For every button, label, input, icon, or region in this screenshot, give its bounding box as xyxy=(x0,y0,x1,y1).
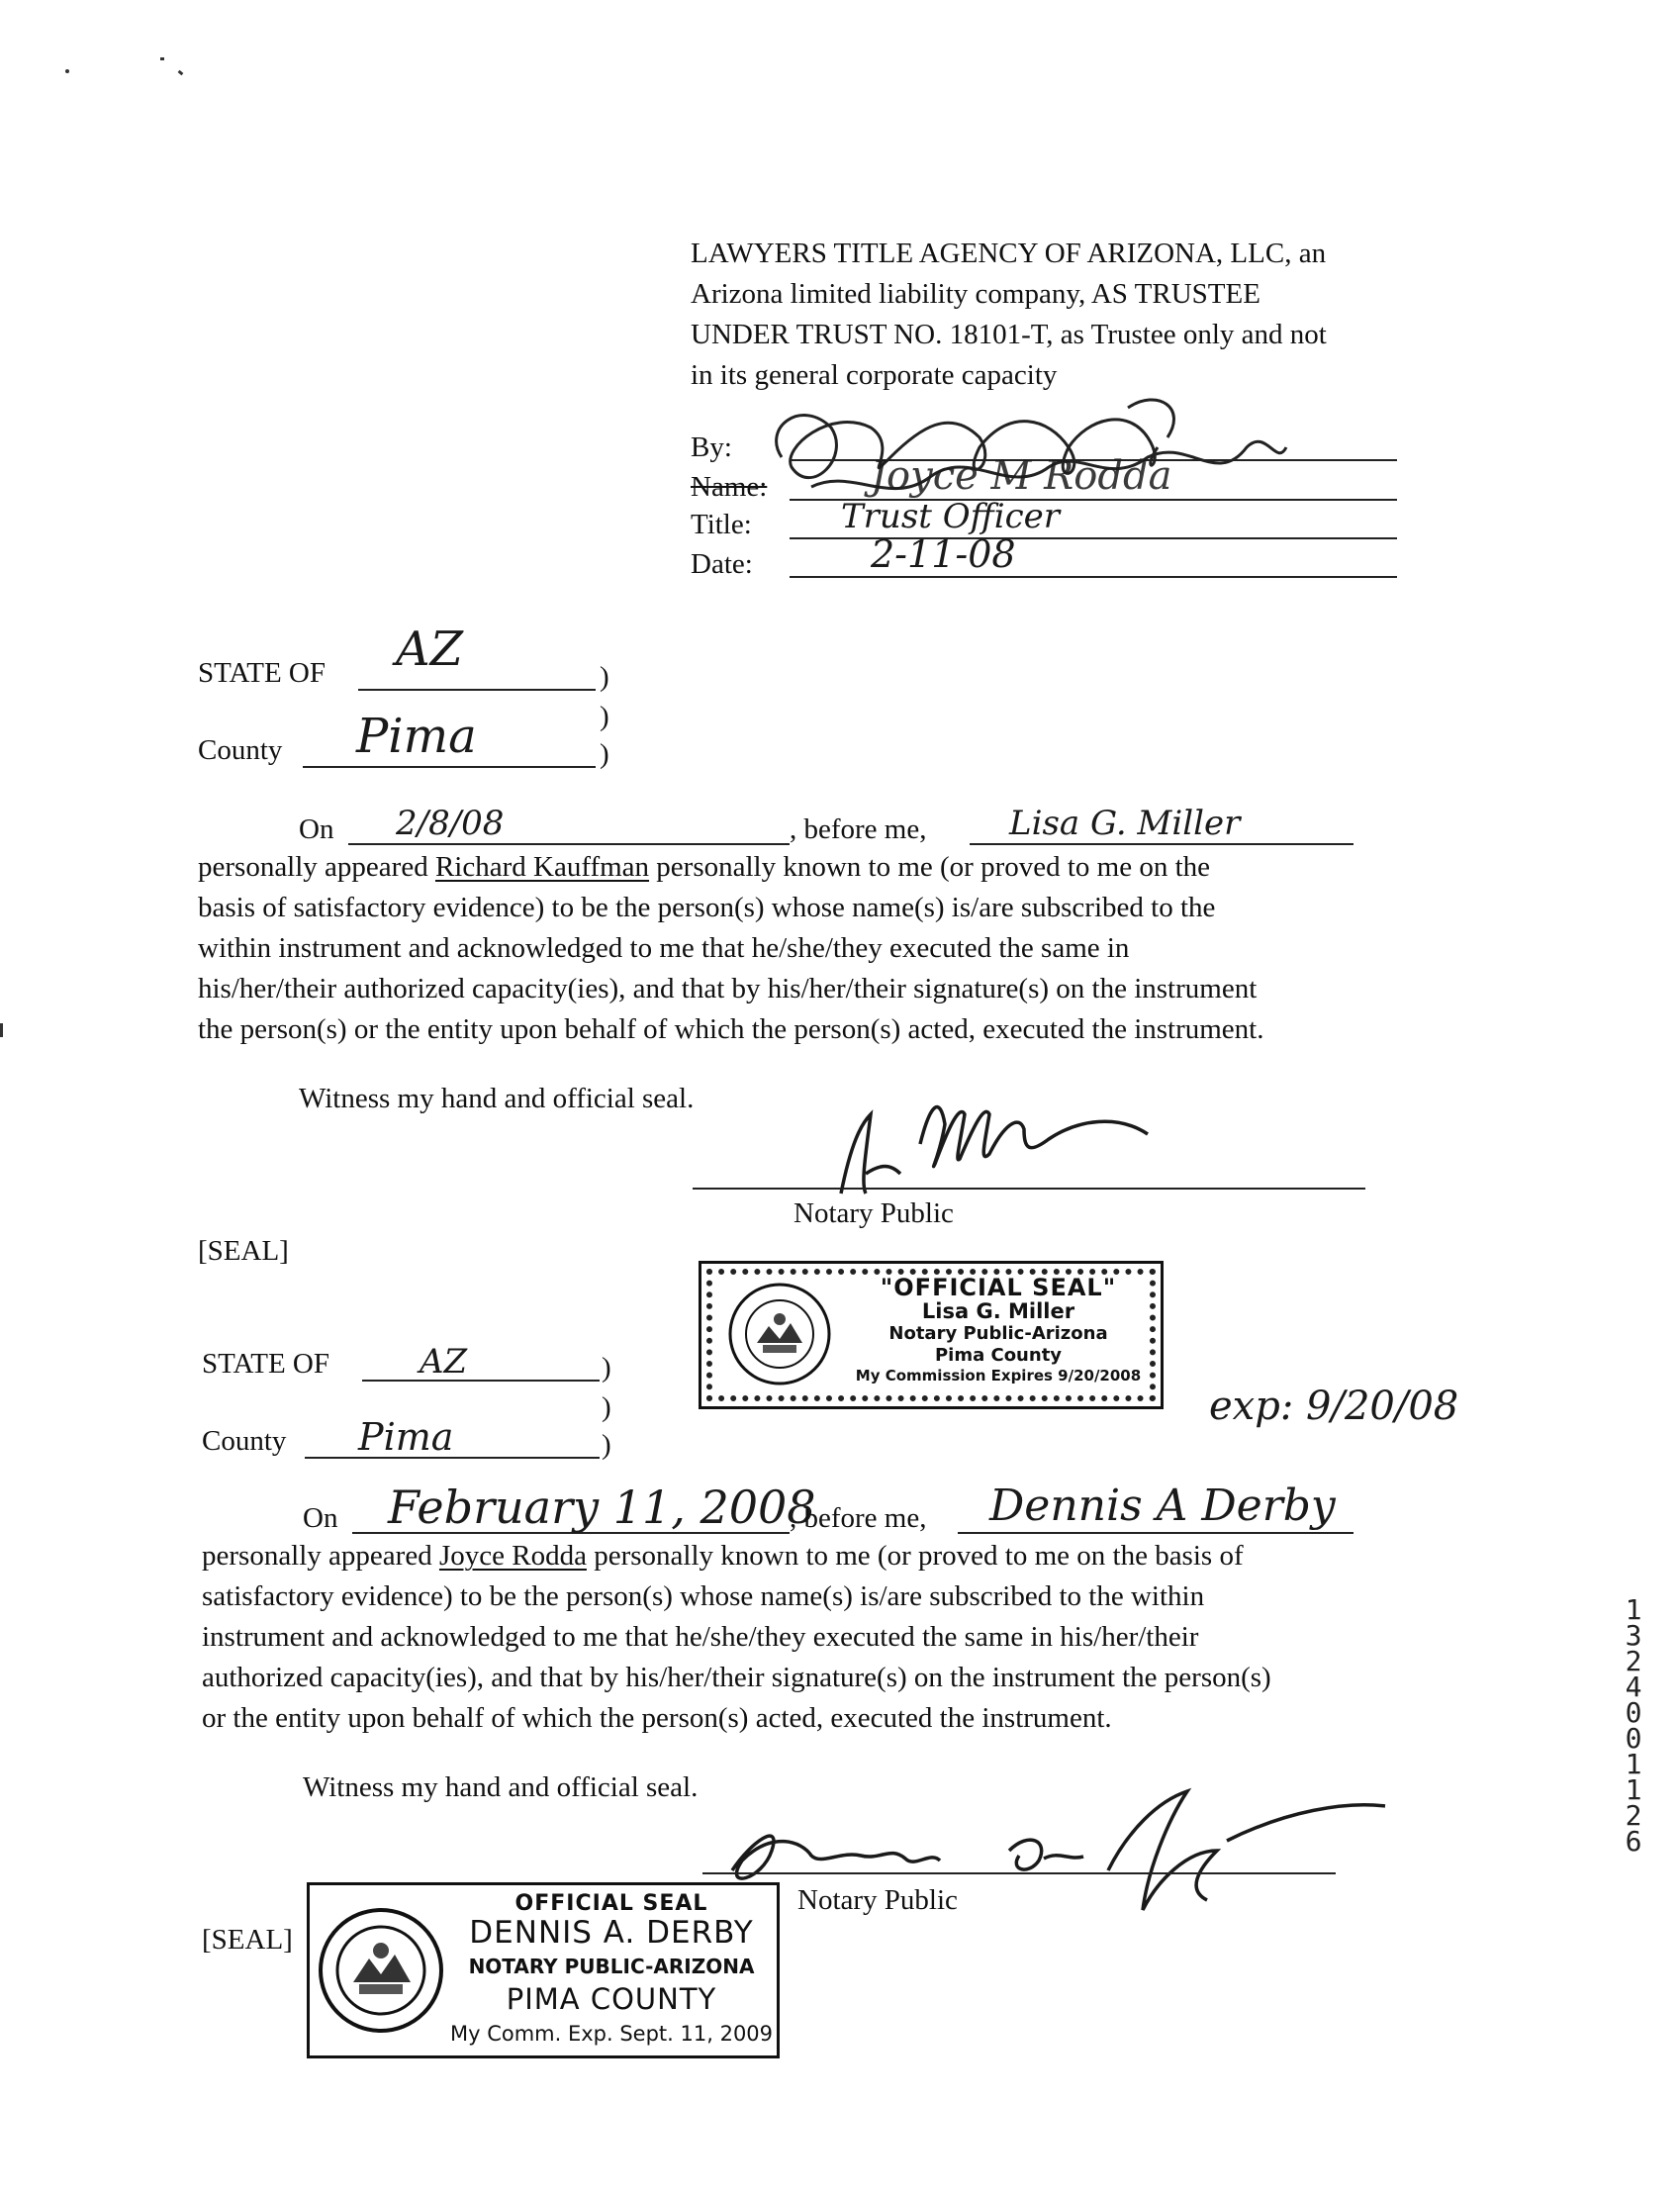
ack2-seal-line1: OFFICIAL SEAL xyxy=(514,1891,708,1916)
trustee-date-handwritten: 2-11-08 xyxy=(871,532,1016,576)
ack1-notary-sig-line xyxy=(693,1188,1365,1190)
ack1-body-line: basis of satisfactory evidence) to be the person(s) whose name(s) is/are subscribed to the xyxy=(198,892,1216,923)
trustee-line: Arizona limited liability company, AS TRUSTEE xyxy=(691,278,1260,310)
ack2-date-value: February 11, 2008 xyxy=(388,1481,816,1534)
ack2-seal-line5: My Comm. Exp. Sept. 11, 2009 xyxy=(449,2022,774,2046)
ack1-date-value: 2/8/08 xyxy=(396,804,505,843)
ack1-paren: ) xyxy=(600,661,609,693)
ack2-before-me: , before me, xyxy=(790,1502,927,1534)
scan-speck xyxy=(65,69,69,73)
ack2-body-line xyxy=(202,1536,1271,1576)
ack2-state-value: AZ xyxy=(420,1342,468,1382)
ack1-before-me: , before me, xyxy=(790,813,927,845)
margin-mark xyxy=(0,1023,3,1037)
ack2-seal-line3: NOTARY PUBLIC-ARIZONA xyxy=(468,1955,755,1978)
ack1-state-label: STATE OF xyxy=(198,657,326,689)
trustee-name-handwritten: Joyce M Rodda xyxy=(871,453,1172,499)
arizona-state-seal-icon xyxy=(318,1907,444,2034)
ack1-seal-line4: Pima County xyxy=(934,1345,1063,1366)
ack1-seal-label: [SEAL] xyxy=(198,1235,289,1267)
trustee-line: LAWYERS TITLE AGENCY OF ARIZONA, LLC, an xyxy=(691,238,1327,269)
ack2-notary-line xyxy=(958,1532,1353,1534)
ack2-person: Joyce Rodda xyxy=(438,1540,587,1572)
ack2-seal-line2: DENNIS A. DERBY xyxy=(469,1915,754,1951)
arizona-state-seal-icon xyxy=(727,1282,832,1386)
ack1-state-line xyxy=(358,689,596,691)
ack1-witness: Witness my hand and official seal. xyxy=(299,1083,695,1114)
ack1-body-line xyxy=(198,847,1264,888)
ack1-notary-public: Notary Public xyxy=(793,1197,954,1229)
ack1-on-label: On xyxy=(299,813,334,845)
ack1-person: Richard Kauffman xyxy=(434,851,650,883)
ack2-body-line: satisfactory evidence) to be the person(s) whose name(s) is/are subscribed to the within xyxy=(202,1580,1205,1612)
ack1-body-prefix: personally appeared xyxy=(198,851,428,883)
ack2-county-label: County xyxy=(202,1425,287,1457)
title-label: Title: xyxy=(691,509,752,540)
ack1-county-value: Pima xyxy=(356,709,477,764)
ack2-body-line: or the entity upon behalf of which the person(s) acted, executed the instrument. xyxy=(202,1702,1112,1734)
ack2-notary-sig-line xyxy=(702,1872,1336,1874)
ack1-seal-line3: Notary Public-Arizona xyxy=(888,1323,1108,1344)
scan-speck xyxy=(178,70,184,76)
ack1-paren: ) xyxy=(600,701,609,732)
ack2-seal-stamp xyxy=(307,1882,780,2058)
ack2-seal-line4: PIMA COUNTY xyxy=(506,1982,717,2016)
ack2-body-line: authorized capacity(ies), and that by his/her/their signature(s) on the instrument the person(s) xyxy=(202,1662,1271,1693)
ack2-state-label: STATE OF xyxy=(202,1348,329,1380)
ack1-seal-line1: "OFFICIAL SEAL" xyxy=(880,1274,1117,1301)
date-label: Date: xyxy=(691,548,753,580)
ack1-state-value: AZ xyxy=(396,621,464,677)
trustee-block xyxy=(691,234,1327,396)
name-label: Name: xyxy=(691,471,768,503)
trustee-line: in its general corporate capacity xyxy=(691,359,1058,391)
ack1-notary-name: Lisa G. Miller xyxy=(1009,804,1241,843)
scan-speck xyxy=(160,57,164,60)
date-line xyxy=(790,576,1397,578)
ack2-body-rest: personally known to me (or proved to me on the basis of xyxy=(594,1540,1244,1572)
ack1-exp-note: exp: 9/20/08 xyxy=(1209,1384,1459,1429)
ack1-body xyxy=(198,847,1264,1050)
ack1-date-line xyxy=(348,843,790,845)
ack2-notary-public: Notary Public xyxy=(797,1884,958,1916)
ack1-notary-line xyxy=(970,843,1353,845)
ack2-body-prefix: personally appeared xyxy=(202,1540,432,1572)
ack2-paren: ) xyxy=(602,1429,611,1461)
ack2-paren: ) xyxy=(602,1391,611,1423)
ack1-seal-line2: Lisa G. Miller xyxy=(921,1299,1075,1323)
ack2-on-label: On xyxy=(303,1502,338,1534)
ack2-body-line: instrument and acknowledged to me that he/she/they executed the same in his/her/their xyxy=(202,1621,1199,1653)
ack1-body-rest: personally known to me (or proved to me on the xyxy=(656,851,1211,883)
ack2-paren: ) xyxy=(602,1352,611,1384)
trustee-line: UNDER TRUST NO. 18101-T, as Trustee only and not xyxy=(691,319,1327,350)
ack1-body-line: within instrument and acknowledged to me that he/she/they executed the same in xyxy=(198,932,1130,964)
recording-number: 13240 01126 xyxy=(1625,1593,1659,1858)
ack2-notary-name: Dennis A Derby xyxy=(989,1481,1336,1531)
ack1-notary-signature xyxy=(821,1085,1177,1203)
ack1-seal-line5: My Commission Expires 9/20/2008 xyxy=(855,1367,1142,1385)
ack1-paren: ) xyxy=(600,738,609,770)
ack1-seal-stamp xyxy=(699,1261,1164,1409)
ack1-county-label: County xyxy=(198,734,283,766)
trustee-title-handwritten: Trust Officer xyxy=(841,497,1060,536)
ack1-body-line: the person(s) or the entity upon behalf of which the person(s) acted, executed the instrument. xyxy=(198,1013,1264,1045)
ack1-county-line xyxy=(303,766,596,768)
ack2-body xyxy=(202,1536,1271,1739)
by-label: By: xyxy=(691,431,732,463)
ack2-seal-label: [SEAL] xyxy=(202,1924,293,1956)
ack1-body-line: his/her/their authorized capacity(ies), and that by his/her/their signature(s) on the instrument xyxy=(198,973,1258,1004)
ack2-witness: Witness my hand and official seal. xyxy=(303,1771,699,1803)
ack2-county-value: Pima xyxy=(358,1415,454,1459)
ack2-state-line xyxy=(362,1380,600,1382)
